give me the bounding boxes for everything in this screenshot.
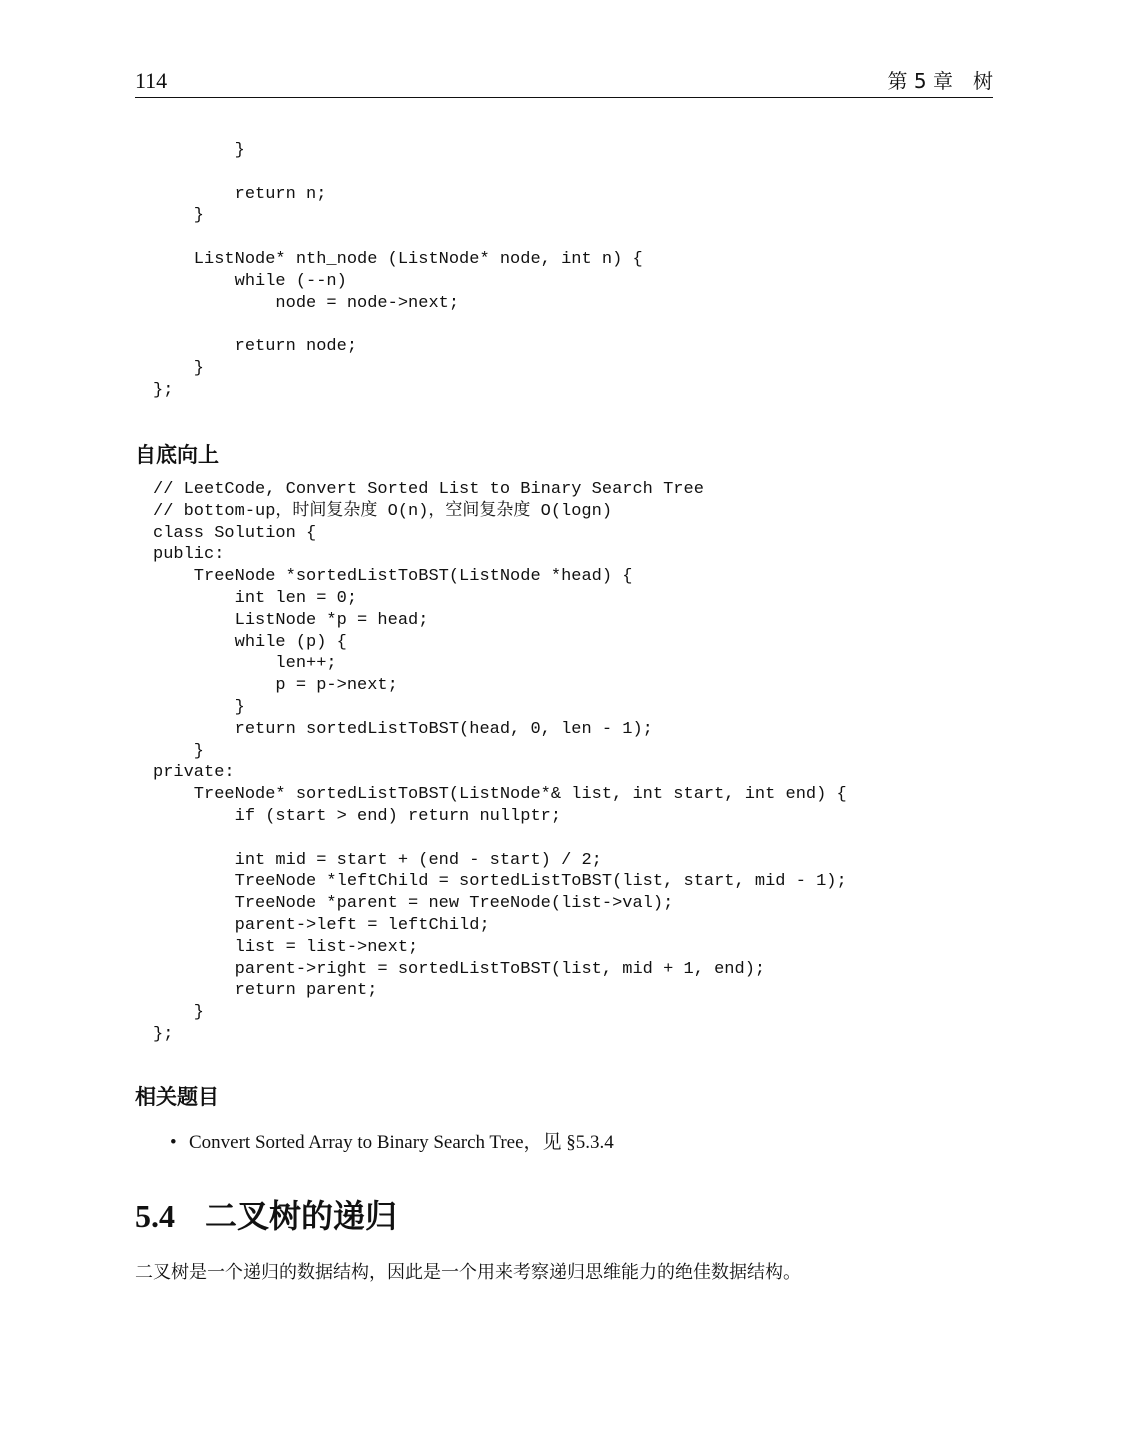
code-line: int len = 0; (153, 588, 358, 608)
code-line: node = node->next; (153, 293, 460, 313)
subsection-heading-bottom-up: 自底向上 (135, 443, 219, 467)
code-line: while (--n) (153, 271, 347, 291)
page-number: 114 (135, 68, 168, 93)
code-block-continued (153, 140, 643, 402)
code-block-bottom-up (153, 479, 847, 1046)
code-line: } (153, 141, 245, 160)
body-paragraph: 二叉树是一个递归的数据结构，因此是一个用来考察递归思维能力的绝佳数据结构。 (135, 1262, 801, 1283)
chapter-title: 第 5 章 树 (887, 69, 993, 93)
code-line: return sortedListToBST(head, 0, len - 1); (153, 719, 653, 739)
code-line: parent->left = leftChild; (153, 915, 490, 935)
code-line (153, 828, 847, 850)
code-line: int mid = start + (end - start) / 2; (153, 850, 602, 870)
running-header (135, 68, 993, 98)
related-problems-list (170, 1130, 614, 1156)
code-line: // LeetCode, Convert Sorted List to Binary Search Tree (153, 480, 704, 499)
subsection-heading-related: 相关题目 (135, 1085, 219, 1109)
section-number: 5.4 (135, 1198, 175, 1234)
code-line: len++; (153, 654, 337, 674)
code-line: }; (153, 380, 174, 400)
code-line: return n; (153, 184, 327, 204)
code-line: TreeNode *leftChild = sortedListToBST(list, start, mid - 1); (153, 872, 847, 892)
section-title: 二叉树的递归 (205, 1197, 398, 1235)
code-line: parent->right = sortedListToBST(list, mid + 1, end); (153, 959, 766, 979)
code-line: return parent; (153, 981, 378, 1001)
code-line: } (153, 697, 245, 717)
code-line: while (p) { (153, 632, 347, 652)
code-line: } (153, 741, 205, 761)
code-line: // bottom-up，时间复杂度 O(n)，空间复杂度 O(logn) (153, 501, 613, 521)
code-line: list = list->next; (153, 937, 419, 957)
code-line: TreeNode *parent = new TreeNode(list->val); (153, 894, 674, 914)
code-line: p = p->next; (153, 676, 398, 696)
code-line: public: (153, 545, 225, 565)
code-line: ListNode *p = head; (153, 610, 429, 630)
code-line: if (start > end) return nullptr; (153, 806, 562, 826)
code-line: } (153, 206, 205, 226)
code-line (153, 314, 643, 336)
code-line: TreeNode* sortedListToBST(ListNode*& list, int start, int end) { (153, 785, 847, 805)
code-line: return node; (153, 337, 358, 357)
code-line (153, 162, 643, 184)
code-line: class Solution { (153, 523, 317, 543)
section-heading (135, 1196, 397, 1236)
code-line: } (153, 1003, 205, 1023)
code-line: private: (153, 763, 235, 783)
code-line: TreeNode *sortedListToBST(ListNode *head) { (153, 567, 633, 587)
list-item: • Convert Sorted Array to Binary Search Tree，见 §5.3.4 (170, 1130, 614, 1156)
code-line: }; (153, 1024, 174, 1044)
code-line (153, 227, 643, 249)
code-line: ListNode* nth_node (ListNode* node, int n) { (153, 249, 643, 269)
code-line: } (153, 358, 205, 378)
